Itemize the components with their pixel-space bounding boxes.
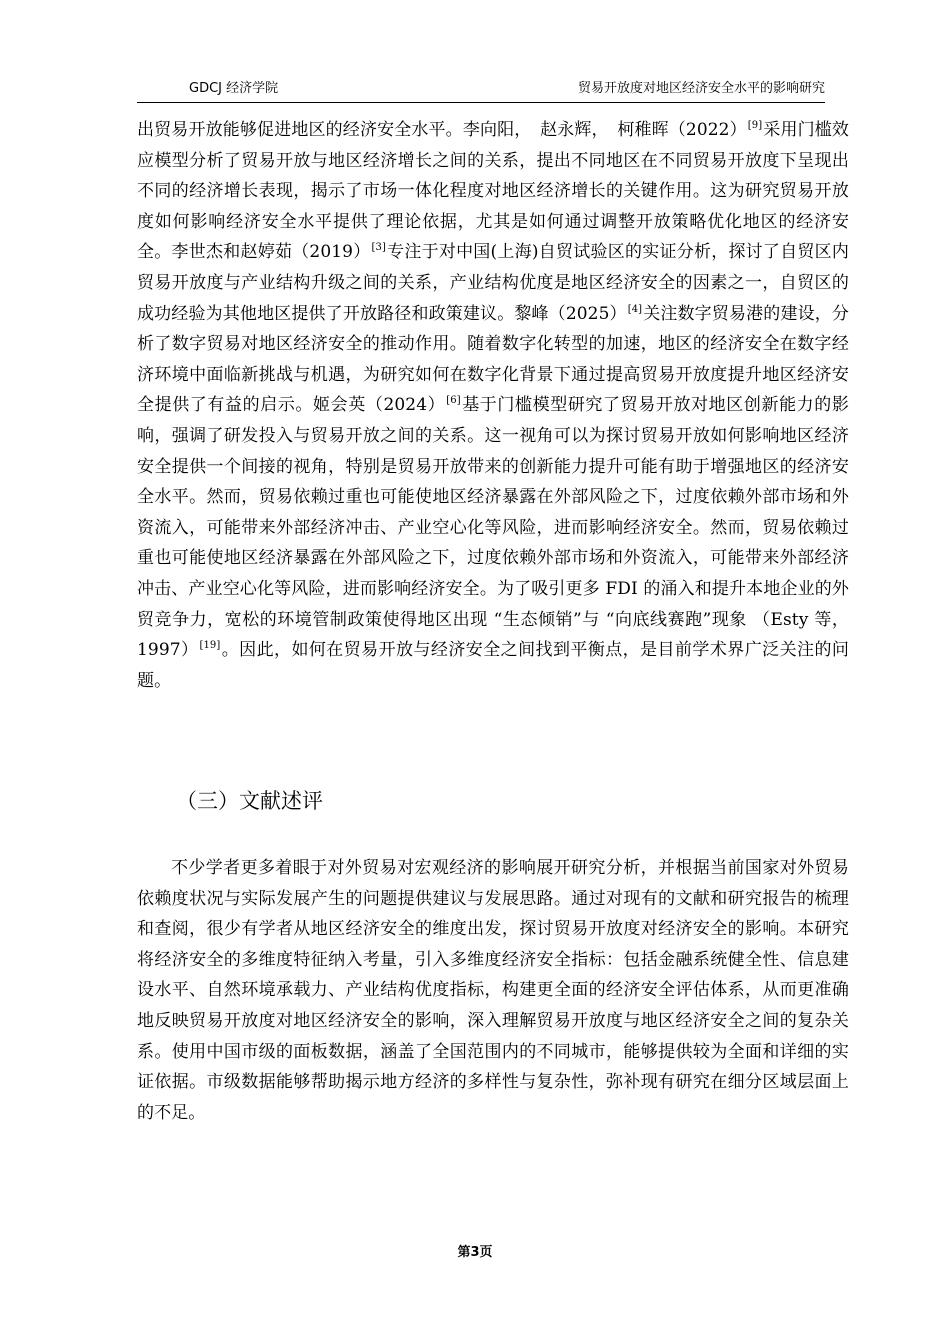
paragraph-text [137, 115, 849, 696]
page-number: 第3页 [457, 1245, 493, 1260]
body-paragraph-1 [137, 115, 849, 696]
citation-marker: [4] [627, 303, 643, 315]
text-run: 出贸易开放能够促进地区的经济安全水平。李向阳， 赵永辉， 柯稚晖（2022） [137, 120, 747, 140]
citation-marker: [9] [747, 120, 763, 131]
page-header [137, 76, 825, 103]
citation-marker: [3] [371, 242, 386, 254]
text-run: 关注数字贸易港的建设，分析了数字贸易对地区经济安全的推动作用。随着数字化转型的加速，地区的经济安全在数字经济环境中面临新挑战与机遇，为研究如何在数字化背景下通过提高贸易开放度提升地区经济安全提供了有益的启示。姬会英（2024） [137, 303, 850, 416]
header-institution: GDCJ 经济学院 [189, 81, 279, 96]
text-run: 基于门槛模型研究了贸易开放对地区创新能力的影响，强调了研发投入与贸易开放之间的关系。这一视角可以为探讨贸易开放如何影响地区经济安全提供一个间接的视角，特别是贸易开放带来的创新能力提升可能有助于增强地区的经济安全水平。然而，贸易依赖过重也可能使地区经济暴露在外部风险之下，过度依赖外部市场和外资流入，可能带来外部经济冲击、产业空心化等风险，进而影响经济安全。然而，贸易依赖过重也可能使地区经济暴露在外部风险之下，过度依赖外部市场和外资流入，可能带来外部经济冲击、产业空心化等风险，进而影响经济安全。为了吸引更多 FDI 的涌入和提升本地企业的外贸竞争力，宽松的环境管制政策使得地区出现 “生态倾销”与 “向底线赛跑”现象 （Esty 等，1997） [137, 395, 849, 661]
citation-marker: [6] [446, 395, 461, 407]
body-paragraph-2 [137, 853, 849, 1128]
section-heading: （三）文献述评 [176, 789, 323, 813]
text-run: 。因此，如何在贸易开放与经济安全之间找到平衡点，是目前学术界广泛关注的问题。 [137, 640, 849, 691]
citation-marker: [19] [199, 640, 221, 652]
paragraph-text: 不少学者更多着眼于对外贸易对宏观经济的影响展开研究分析，并根据当前国家对外贸易依赖度状况与实际发展产生的问题提供建议与发展思路。通过对现有的文献和研究报告的梳理和查阅，很少有学者从地区经济安全的维度出发，探讨贸易开放度对经济安全的影响。本研究将经济安全的多维度特征纳入考量，引入多维度经济安全指标：包括金融系统健全性、信息建设水平、自然环境承载力、产业结构优度指标，构建更全面的经济安全评估体系，从而更准确地反映贸易开放度对地区经济安全的影响，深入理解贸易开放度与地区经济安全之间的复杂关系。使用中国市级的面板数据，涵盖了全国范围内的不同城市，能够提供较为全面和详细的实证依据。市级数据能够帮助揭示地方经济的多样性与复杂性，弥补现有研究在细分区域层面上的不足。 [137, 858, 849, 1123]
text-run: 采用门槛效应模型分析了贸易开放与地区经济增长之间的关系，提出不同地区在不同贸易开放度下呈现出不同的经济增长表现，揭示了市场一体化程度对地区经济增长的关键作用。这为研究贸易开放度如何影响经济安全水平提供了理论依据，尤其是如何通过调整开放策略优化地区的经济安全。李世杰和赵婷茹（2019） [137, 120, 850, 263]
text-run: 专注于对中国(上海)自贸试验区的实证分析，探讨了自贸区内贸易开放度与产业结构升级之间的关系，产业结构优度是地区经济安全的因素之一，自贸区的成功经验为其他地区提供了开放路径和政策建议。黎峰（2025） [137, 242, 849, 324]
header-paper-title: 贸易开放度对地区经济安全水平的影响研究 [577, 81, 825, 96]
